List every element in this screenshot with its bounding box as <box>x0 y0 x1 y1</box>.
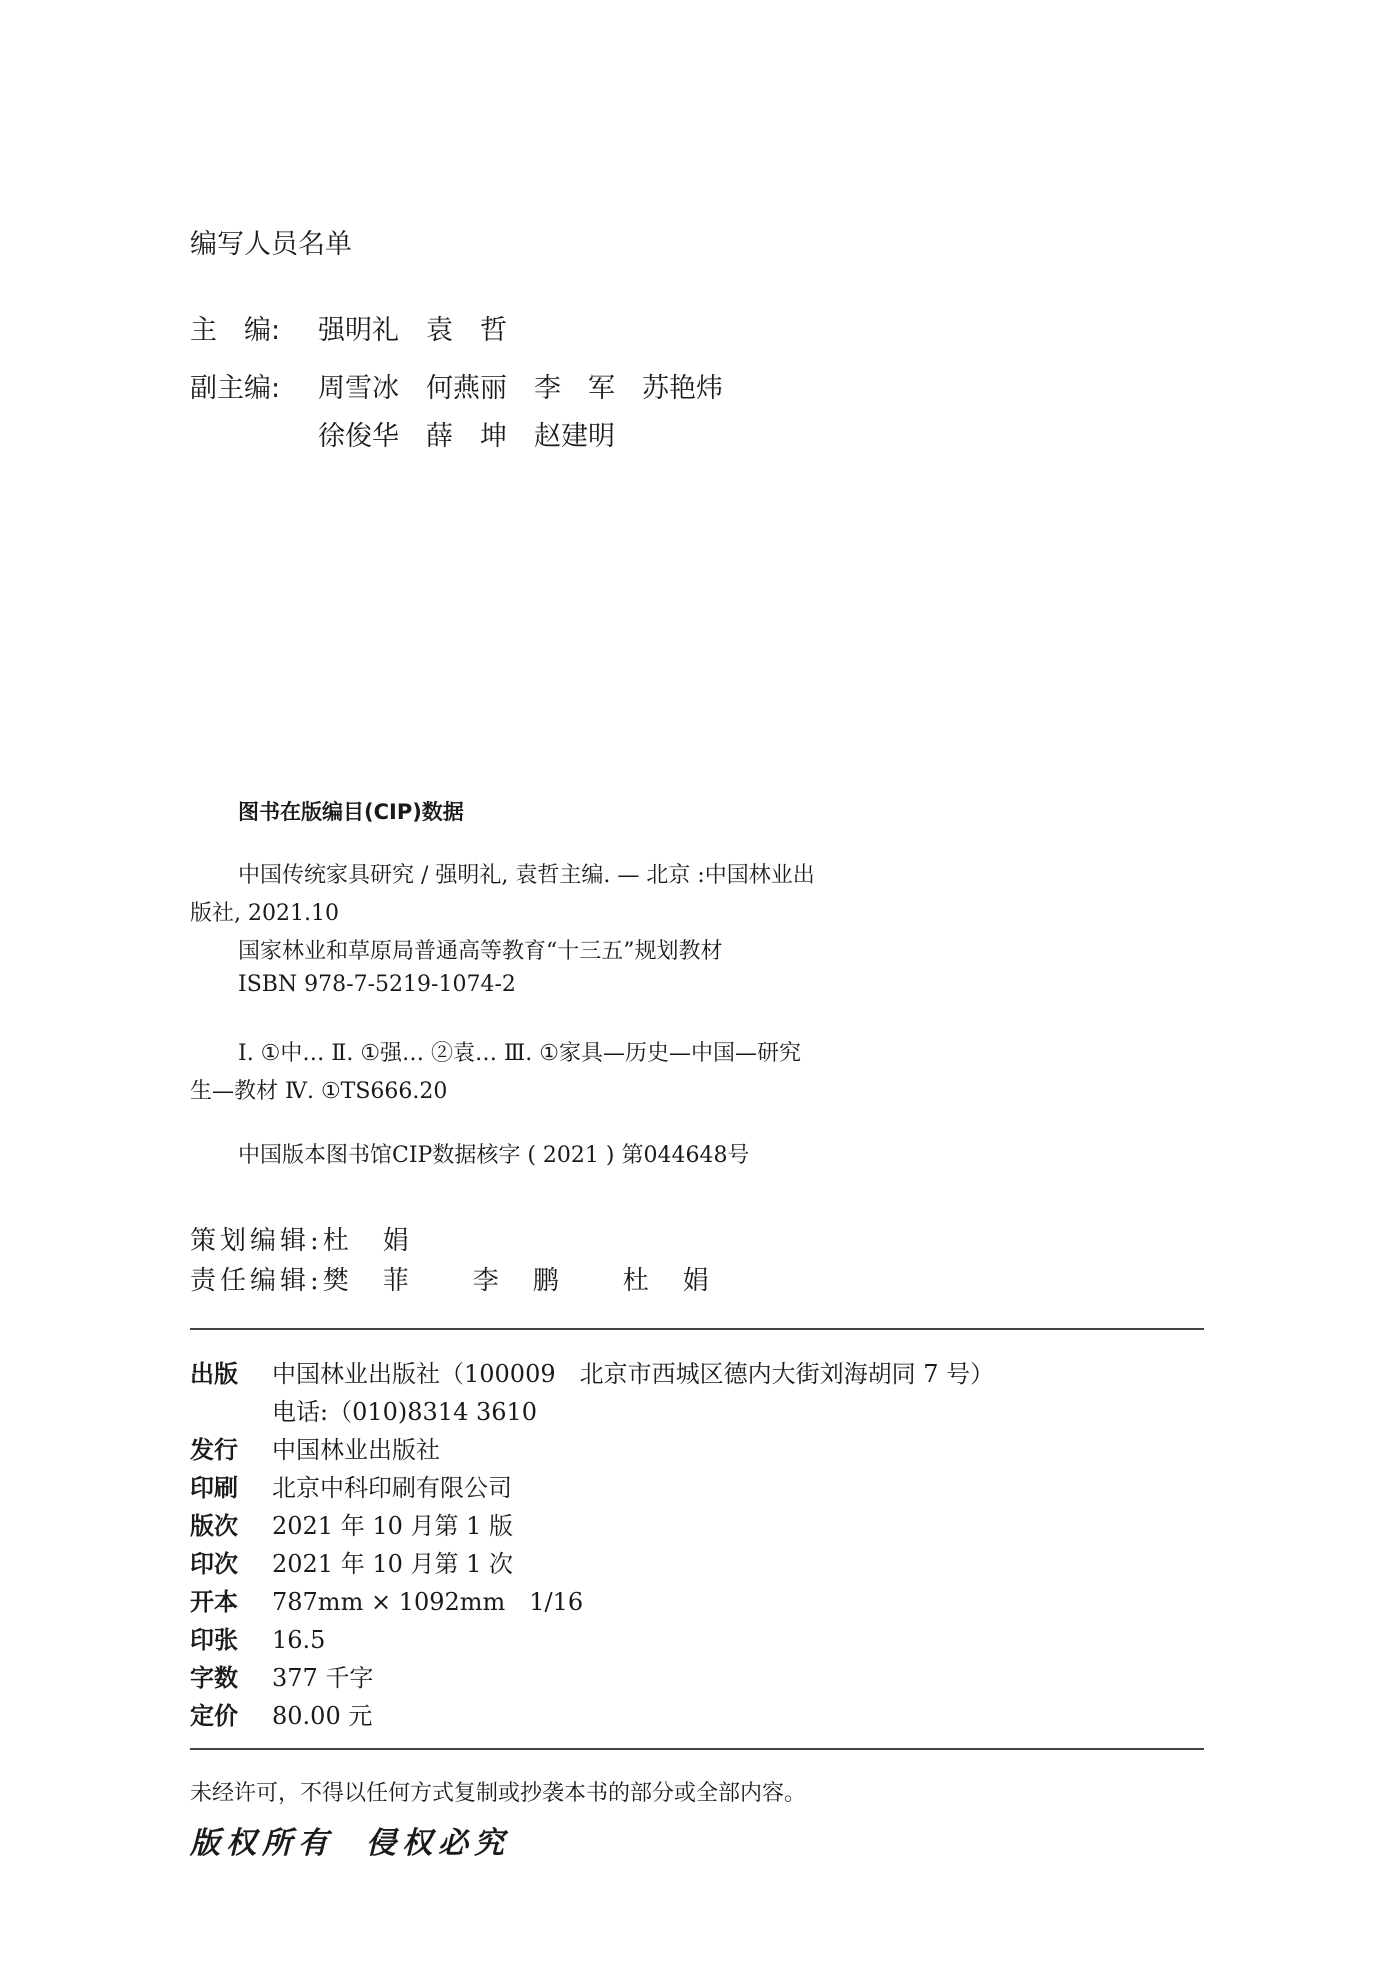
cip-line: 国家林业和草原局普通高等教育“十三五”规划教材 <box>238 939 723 964</box>
planning-editor-row <box>190 1220 413 1257</box>
detail-value: 北京中科印刷有限公司 <box>272 1474 512 1502</box>
cip-isbn: ISBN 978-7-5219-1074-2 <box>238 972 516 997</box>
detail-value: 中国林业出版社 <box>272 1436 440 1464</box>
cip-line: 版社, 2021.10 <box>190 901 339 926</box>
detail-edition <box>190 1506 513 1541</box>
planning-editor-names: 杜 娟 <box>322 1226 413 1256</box>
detail-value: 2021 年 10 月第 1 次 <box>272 1550 514 1578</box>
detail-distributor <box>190 1430 440 1465</box>
detail-sheets <box>190 1620 325 1655</box>
detail-label: 版次 <box>190 1512 238 1540</box>
responsible-editor-label: 责任编辑: <box>190 1266 323 1296</box>
deputy-editor-label: 副主编: <box>190 373 281 404</box>
chief-editor-row <box>190 308 507 347</box>
detail-label: 字数 <box>190 1664 238 1692</box>
responsible-editor-row <box>190 1260 713 1297</box>
detail-value: 787mm × 1092mm 1/16 <box>272 1588 584 1616</box>
detail-label: 定价 <box>190 1702 238 1730</box>
detail-label: 开本 <box>190 1588 238 1616</box>
cip-record-number: 中国版本图书馆CIP数据核字 ( 2021 ) 第044648号 <box>238 1143 750 1168</box>
divider <box>190 1328 1204 1330</box>
deputy-editor-names: 周雪冰 何燕丽 李 军 苏艳炜 <box>318 373 723 404</box>
detail-value: 16.5 <box>272 1626 326 1654</box>
detail-printer <box>190 1468 512 1503</box>
rights-text: 版权所有 <box>190 1826 334 1861</box>
detail-label: 印次 <box>190 1550 238 1578</box>
detail-value: 80.00 元 <box>272 1702 373 1730</box>
divider <box>190 1748 1204 1750</box>
cip-classification: Ⅰ. ①中… Ⅱ. ①强… ②袁… Ⅲ. ①家具—历史—中国—研究 <box>238 1041 801 1066</box>
detail-label: 印刷 <box>190 1474 238 1502</box>
cip-classification-continued: 生—教材 Ⅳ. ①TS666.20 <box>190 1079 448 1104</box>
detail-phone: 电话:（010)8314 3610 <box>272 1398 538 1426</box>
cip-title: 图书在版编目(CIP)数据 <box>238 800 464 824</box>
detail-word-count <box>190 1658 373 1693</box>
detail-publisher <box>190 1354 994 1389</box>
detail-value: 377 千字 <box>272 1664 374 1692</box>
rights-text: 侵权必究 <box>366 1826 510 1861</box>
detail-printing <box>190 1544 513 1579</box>
responsible-editor-names: 樊 菲 李 鹏 杜 娟 <box>322 1266 713 1296</box>
detail-label: 出版 <box>190 1360 238 1388</box>
deputy-editor-row <box>190 366 723 405</box>
detail-price <box>190 1696 372 1731</box>
planning-editor-label: 策划编辑: <box>190 1226 323 1256</box>
copyright-notice: 未经许可，不得以任何方式复制或抄袭本书的部分或全部内容。 <box>190 1781 807 1806</box>
detail-label: 发行 <box>190 1436 238 1464</box>
detail-value: 2021 年 10 月第 1 版 <box>272 1512 514 1540</box>
detail-value: 中国林业出版社（100009 北京市西城区德内大街刘海胡同 7 号） <box>272 1360 995 1388</box>
chief-editor-label: 主 编: <box>190 315 281 346</box>
cip-line: 中国传统家具研究 / 强明礼, 袁哲主编. — 北京 :中国林业出 <box>238 863 815 888</box>
detail-format <box>190 1582 583 1617</box>
rights-reserved <box>190 1818 510 1862</box>
chief-editor-names: 强明礼 袁 哲 <box>318 315 507 346</box>
deputy-editor-names-continued: 徐俊华 薛 坤 赵建明 <box>318 421 615 452</box>
roster-title: 编写人员名单 <box>190 229 352 260</box>
detail-label: 印张 <box>190 1626 238 1654</box>
